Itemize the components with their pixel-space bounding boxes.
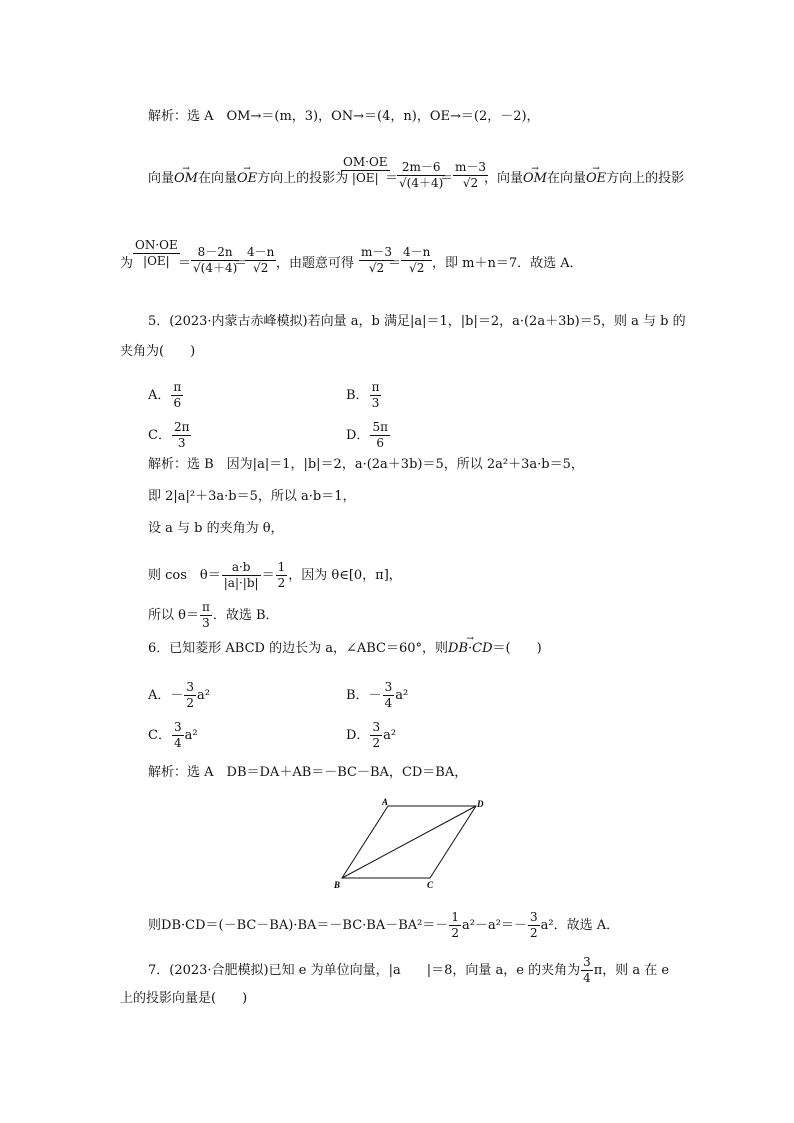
fraction-5: $\frac{8-2n}{√(4+4)}$ (193, 245, 238, 275)
vector-oe: → OE (237, 170, 257, 188)
fraction-3: $\frac{m-3}{√2}$ (455, 160, 487, 190)
question-7-tail: 上的投影向量是( ) (120, 991, 248, 1006)
vertex-c: C (427, 880, 434, 890)
option-5c: C． $\frac{2\pi}{3}$ (148, 420, 190, 450)
solution-5-line-3: 设 a 与 b 的夹角为 θ， (148, 521, 284, 536)
vertex-b: B (334, 880, 341, 890)
vertex-d: D (477, 799, 484, 809)
option-5d: D． $\frac{5\pi}{6}$ (346, 420, 388, 450)
fraction-4: $\frac{ON\cdot OE}{|OE|}$ (135, 238, 178, 268)
diagonal-bd (342, 806, 476, 878)
question-6: 6．已知菱形 ABCD 的边长为 a，∠ABC＝60°，则→ DB·CD＝( ) (148, 640, 542, 658)
solution-4-line-2 (148, 170, 348, 188)
solution-4-line-1: 解析：选 A OM→＝(m，3)，ON→＝(4，n)，OE→＝(2，－2)， (148, 109, 540, 124)
solution-5-line-2: 即 2|a|²＋3a·b＝5，所以 a·b＝1， (148, 489, 356, 504)
vector-om: → OM (174, 170, 198, 188)
question-5-tail: 夹角为( ) (120, 344, 196, 359)
solution-5-line-4: 则 cos θ＝ $\frac{a\cdot b}{|a|\cdot|b|}$ ＝ $\frac{1}{2}$ ，因为 θ∈[0，π]， (148, 560, 402, 590)
option-6a: A．－ $\frac{3}{2}$ a² (148, 680, 210, 710)
eq: ＝ (440, 171, 454, 186)
vertex-a: A (382, 797, 389, 807)
eq: ＝ (234, 256, 248, 271)
option-5b: B． $\frac{\pi}{3}$ (346, 380, 380, 410)
solution-6-line-1: 解析：选 A DB＝DA＋AB＝－BC－BA，CD＝BA， (148, 765, 468, 780)
solution-4-line-2b: ，向量→ OM在向量→ OE方向上的投影 (484, 170, 684, 188)
text: 方向上的投影为 (257, 171, 349, 186)
fraction-2: $\frac{2m-6}{√(4+4)}$ (399, 160, 444, 190)
option-5a: A． $\frac{\pi}{6}$ (148, 380, 182, 410)
text: ，由题意可得 (276, 256, 355, 271)
eq: ＝ (385, 171, 399, 186)
solution-6-line-2: 则DB·CD＝(－BC－BA)·BA＝－BC·BA－BA²＝－ $\frac{1}{2}$ a²－a²＝－ $\frac{3}{2}$ a²．故选 A． (148, 910, 620, 940)
solution-5-line-1: 解析：选 B 因为|a|＝1，|b|＝2，a·(2a＋3b)＝5，所以 2a²＋3a·b＝5， (148, 457, 584, 472)
option-6d: D． $\frac{3}{2}$ a² (346, 720, 397, 750)
fraction-1: $\frac{OM\cdot OE}{|OE|}$ (343, 155, 388, 185)
text: ，即 m＋n＝7．故选 A． (432, 256, 583, 271)
text: 向量 (148, 171, 175, 186)
option-6c: C． $\frac{3}{4}$ a² (148, 720, 198, 750)
question-5: 5．(2023·内蒙古赤峰模拟)若向量 a，b 满足|a|＝1，|b|＝2，a·(2a＋3b)＝5，则 a 与 b 的 (148, 314, 686, 329)
solution-5-line-5: 所以 θ＝ $\frac{\pi}{3}$ ．故选 B． (148, 600, 279, 630)
fraction-7: $\frac{m-3}{√2}$ (361, 245, 393, 275)
eq: ＝ (178, 256, 192, 271)
eq: ＝ (388, 256, 402, 271)
rhombus-figure (330, 796, 490, 892)
option-6b: B．－ $\frac{3}{4}$ a² (346, 680, 409, 710)
question-7: 7．(2023·合肥模拟)已知 e 为单位向量，|a |＝8，向量 a，e 的夹角为 $\frac{3}{4}$ π，则 a 在 e (148, 955, 670, 985)
text: 为 (120, 256, 134, 271)
fraction-6: $\frac{4-n}{√2}$ (247, 245, 275, 275)
fraction-8: $\frac{4-n}{√2}$ (403, 245, 431, 275)
text: 在向量 (197, 171, 237, 186)
